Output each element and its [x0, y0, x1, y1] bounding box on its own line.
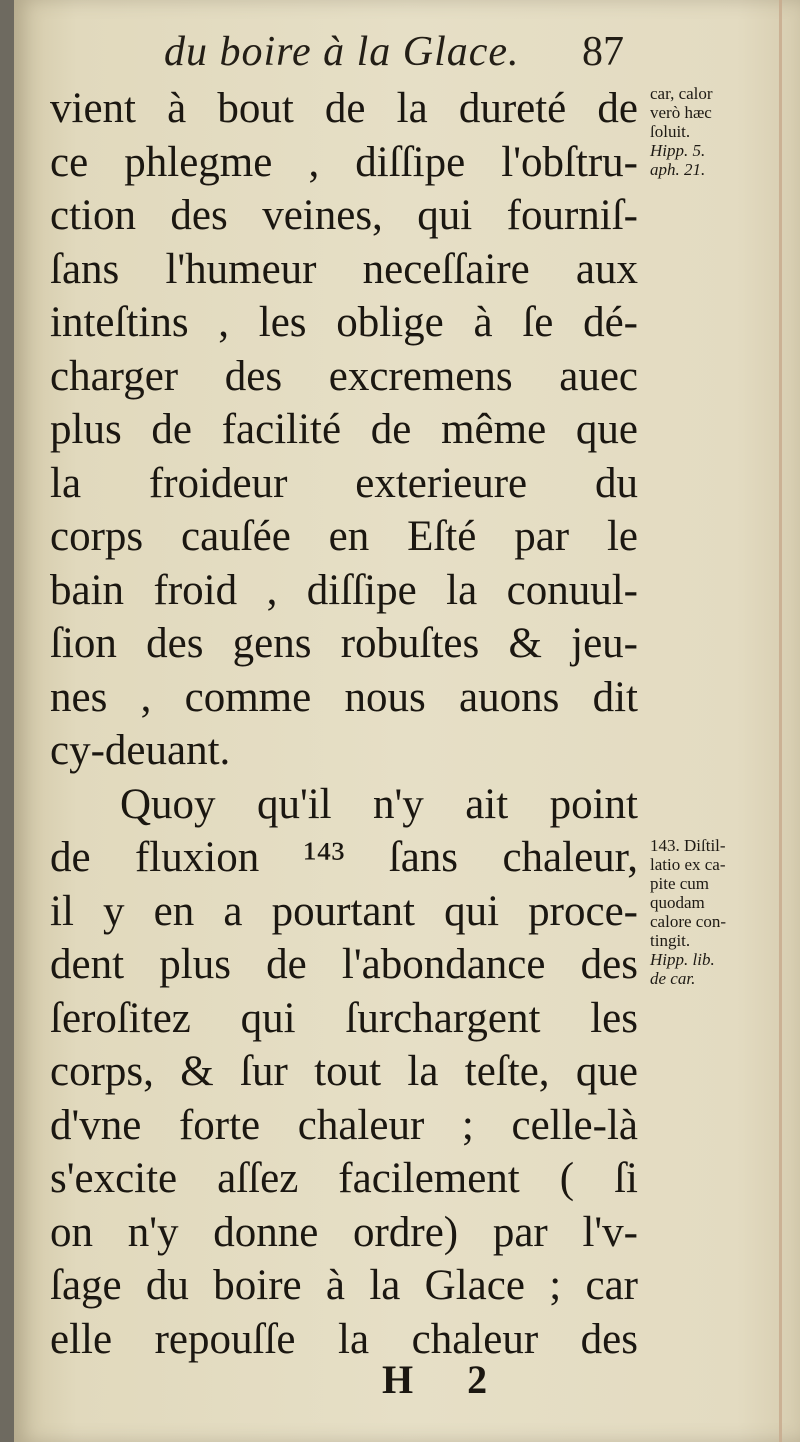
- text-line: ſion des gens robuſtes & jeu-: [50, 620, 638, 667]
- text-line: ſeroſitez qui ſurchargent les: [50, 994, 638, 1042]
- text-line: de fluxion ¹⁴³ ſans chaleur,: [50, 834, 638, 881]
- margin-note-1: [650, 84, 790, 179]
- margin-note-line: verò hæc: [650, 103, 712, 122]
- page-number: 87: [582, 29, 624, 75]
- text-line: ſage du boire à la Glace ; car: [50, 1262, 638, 1309]
- text-line: s'excite aſſez facilement ( ſi: [50, 1155, 638, 1202]
- margin-note-line: 143. Diſtil-: [650, 836, 726, 855]
- text-line: elle repouſſe la chaleur des: [50, 1315, 638, 1363]
- body-text: [50, 82, 638, 1366]
- margin-note-line: latio ex ca-: [650, 855, 726, 874]
- margin-note-line: ſoluit.: [650, 122, 691, 141]
- margin-note-line: quodam: [650, 893, 705, 912]
- signature-mark: H 2: [382, 1357, 510, 1402]
- text-line: ſans l'humeur neceſſaire aux: [50, 245, 638, 293]
- text-line: dent plus de l'abondance des: [50, 941, 638, 988]
- margin-note-line: de car.: [650, 969, 696, 988]
- text-line: plus de facilité de même que: [50, 406, 638, 453]
- book-page: [14, 0, 800, 1442]
- margin-note-line: aph. 21.: [650, 160, 706, 179]
- text-line: cy-deuant.: [50, 727, 231, 774]
- margin-note-line: Hipp. 5.: [650, 141, 706, 160]
- text-line: ce phlegme , diſſipe l'obſtru-: [50, 138, 638, 186]
- running-title: du boire à la Glace.: [164, 29, 520, 75]
- text-line: nes , comme nous auons dit: [50, 673, 638, 721]
- page-edge-stain: [779, 0, 782, 1442]
- text-line: on n'y donne ordre) par l'v-: [50, 1208, 638, 1256]
- margin-note-line: tingit.: [650, 931, 691, 950]
- margin-note-line: pite cum: [650, 874, 710, 893]
- text-line: corps, & ſur tout la teſte, que: [50, 1048, 638, 1095]
- text-line: d'vne forte chaleur ; celle-là: [50, 1101, 638, 1149]
- margin-note-line: calore con-: [650, 912, 726, 931]
- paragraph-first-line: Quoy qu'il n'y ait point: [120, 780, 638, 828]
- text-line: vient à bout de la dureté de: [50, 85, 638, 132]
- text-line: la froideur exterieure du: [50, 459, 638, 507]
- text-line: charger des excremens auec: [50, 352, 638, 400]
- text-line: inteſtins , les oblige à ſe dé-: [50, 299, 638, 346]
- margin-note-line: car, calor: [650, 84, 713, 103]
- text-line: corps cauſée en Eſté par le: [50, 513, 638, 560]
- margin-note-2: [650, 836, 790, 988]
- text-line: il y en a pourtant qui proce-: [50, 887, 638, 935]
- margin-note-line: Hipp. lib.: [650, 950, 715, 969]
- text-line: ction des veines, qui fourniſ-: [50, 192, 638, 239]
- text-line: bain froid , diſſipe la conuul-: [50, 566, 638, 614]
